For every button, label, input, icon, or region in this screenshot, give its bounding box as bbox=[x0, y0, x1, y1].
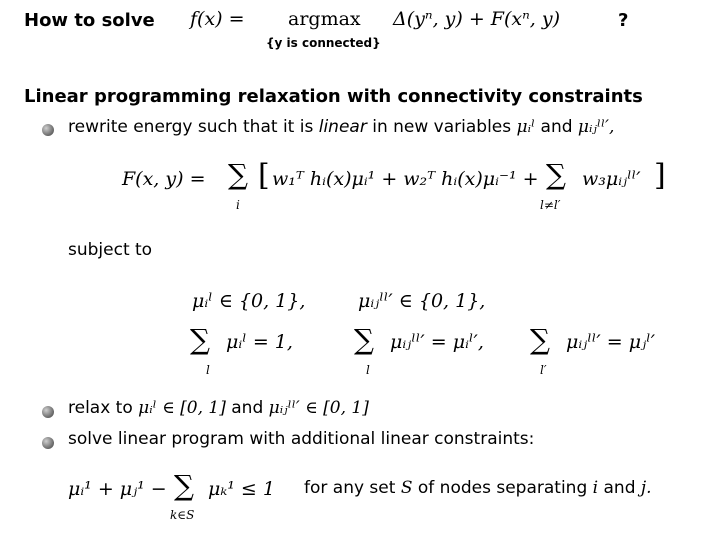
bullet-icon bbox=[42, 437, 54, 449]
final-formula-condition bbox=[304, 478, 652, 498]
equation-right-bracket: ] bbox=[654, 158, 666, 193]
bullet2-expr1: μᵢˡ ∈ [0, 1] bbox=[138, 398, 226, 418]
bullet-icon bbox=[42, 124, 54, 136]
constraint-2: μᵢⱼˡˡ′ ∈ {0, 1}, bbox=[358, 290, 486, 312]
bullet2-conj: and bbox=[231, 398, 264, 418]
bullet1-emph: linear bbox=[318, 117, 367, 137]
constraint-3: μᵢˡ = 1, bbox=[226, 331, 293, 353]
equation-lhs: F(x, y) = bbox=[122, 168, 206, 190]
bullet1-text-after: in new variables bbox=[372, 117, 512, 137]
equation-sum2-sub: l≠l′ bbox=[540, 198, 561, 212]
bullet2-line bbox=[68, 398, 369, 418]
bullet2-expr2: μᵢⱼˡˡ′ ∈ [0, 1] bbox=[268, 398, 369, 418]
condition-var-j: j. bbox=[640, 478, 652, 498]
final-formula-sum: ∑ bbox=[174, 469, 194, 502]
equation-left-bracket: [ bbox=[258, 158, 270, 193]
equation-sum-sub: i bbox=[236, 198, 240, 212]
bullet1-var2: μᵢⱼˡˡ′, bbox=[577, 117, 615, 137]
constraint-5: μᵢⱼˡˡ′ = μⱼˡ′ bbox=[566, 331, 656, 353]
constraint-4-sum: ∑ bbox=[354, 323, 374, 356]
bullet1-conj: and bbox=[540, 117, 573, 137]
equation-sum2: ∑ bbox=[546, 158, 566, 191]
condition-of-text: of nodes separating bbox=[417, 478, 588, 498]
bullet1-var1: μᵢˡ bbox=[516, 117, 536, 137]
bullet2-text: relax to bbox=[68, 398, 133, 418]
question-mark: ? bbox=[618, 10, 629, 31]
section-heading: Linear programming relaxation with connectivity constraints bbox=[24, 86, 643, 107]
constraint-4-sub: l bbox=[366, 363, 370, 377]
condition-for-text: for any set bbox=[304, 478, 396, 498]
bullet-icon bbox=[42, 406, 54, 418]
condition-set-var: S bbox=[400, 478, 413, 498]
subject-to-label: subject to bbox=[68, 240, 153, 260]
equation-sum: ∑ bbox=[228, 158, 248, 191]
question-argmax: argmax bbox=[288, 8, 361, 30]
constraint-4: μᵢⱼˡˡ′ = μᵢˡ′, bbox=[390, 331, 484, 353]
equation-term2: w₃μᵢⱼˡˡ′ bbox=[582, 168, 641, 190]
condition-var-i: i bbox=[592, 478, 599, 498]
equation-term1: w₁ᵀ hᵢ(x)μᵢ¹ + w₂ᵀ hᵢ(x)μᵢ⁻¹ + bbox=[272, 168, 539, 190]
constraint-5-sum: ∑ bbox=[530, 323, 550, 356]
question-prefix: How to solve bbox=[24, 10, 155, 31]
condition-and-text: and bbox=[603, 478, 636, 498]
final-formula-lhs: μᵢ¹ + μⱼ¹ − bbox=[68, 478, 167, 500]
bullet1-line bbox=[68, 117, 614, 137]
constraint-1: μᵢˡ ∈ {0, 1}, bbox=[192, 290, 306, 312]
bullet3-text: solve linear program with additional linear constraints: bbox=[68, 429, 535, 449]
question-lhs: f(x) = bbox=[190, 8, 245, 30]
final-formula-rhs: μₖ¹ ≤ 1 bbox=[208, 478, 275, 500]
constraint-5-sub: l′ bbox=[540, 363, 547, 377]
final-formula-sub: k∈S bbox=[170, 508, 195, 522]
constraint-3-sub: l bbox=[206, 363, 210, 377]
question-rhs: Δ(yⁿ, y) + F(xⁿ, y) bbox=[393, 8, 561, 30]
constraint-3-sum: ∑ bbox=[190, 323, 210, 356]
question-argmax-sub: {y is connected} bbox=[266, 36, 381, 50]
bullet1-text-before: rewrite energy such that it is bbox=[68, 117, 314, 137]
